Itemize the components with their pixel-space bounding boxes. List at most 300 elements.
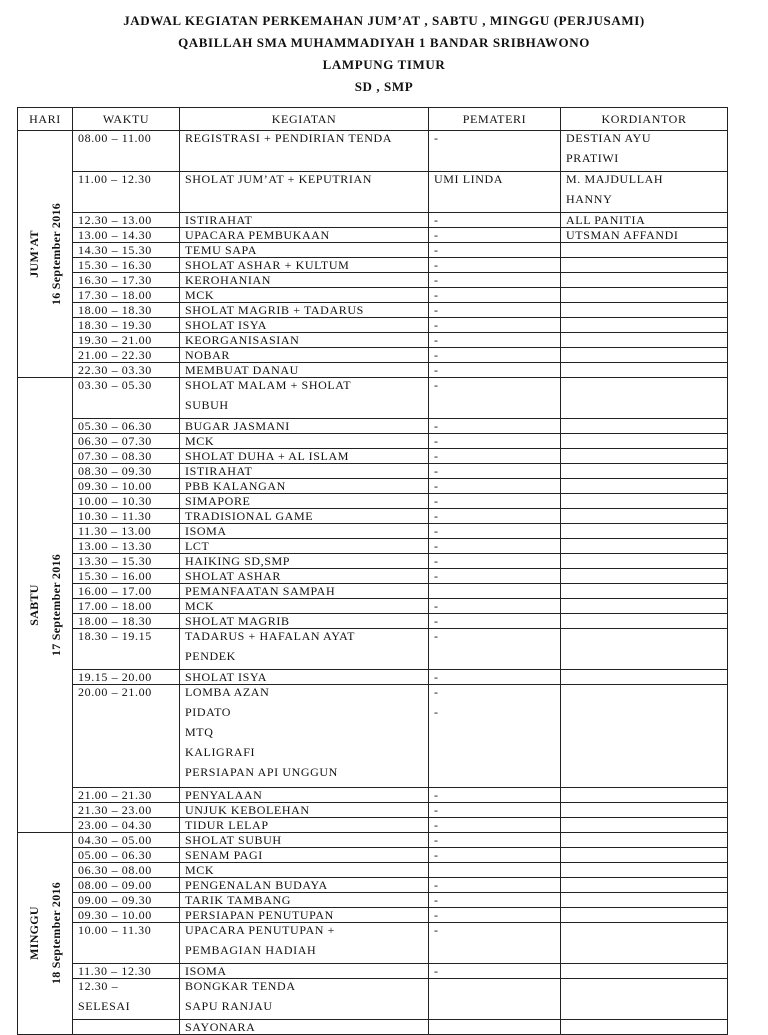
table-row [18,584,728,599]
kordiantor-cell [561,629,728,670]
waktu-cell [73,363,180,378]
pemateri-cell [429,539,561,554]
waktu-cell [73,787,180,802]
kegiatan-cell [180,1019,429,1034]
day-date: 16 September 2016 [49,202,63,306]
waktu-cell [73,258,180,273]
waktu-text: 07.30 – 08.30 [78,449,152,463]
kegiatan-text: MCK [185,434,215,448]
kegiatan-text: SAPU RANJAU [185,998,273,1013]
kegiatan-text: KALIGRAFI [185,745,256,759]
day-label [27,203,63,305]
column-header-pemateri: PEMATERI [429,108,561,131]
pemateri-cell [429,599,561,614]
table-row [18,569,728,584]
column-header-kordiantor: KORDIANTOR [561,108,728,131]
kegiatan-text: BONGKAR TENDA [185,978,296,993]
kordiantor-cell [561,213,728,228]
kegiatan-cell [180,907,429,922]
waktu-text: 17.30 – 18.00 [78,288,152,302]
pemateri-text: - [434,554,439,568]
kegiatan-text: PENYALAAN [185,787,263,802]
kordiantor-cell [561,419,728,434]
waktu-cell [73,348,180,363]
pemateri-text: - [434,524,439,538]
kegiatan-cell [180,922,429,963]
pemateri-cell [429,802,561,817]
pemateri-cell [429,213,561,228]
waktu-cell [73,333,180,348]
kordiantor-cell [561,832,728,847]
kegiatan-cell [180,464,429,479]
header-region: LAMPUNG TIMUR [322,57,446,72]
kegiatan-text: PIDATO [185,705,232,719]
pemateri-cell [429,907,561,922]
table-row [18,243,728,258]
kegiatan-text: SHOLAT ASHAR + KULTUM [185,258,350,272]
kegiatan-cell [180,569,429,584]
day-date: 18 September 2016 [49,881,63,985]
kordiantor-text: M. MAJDULLAH [566,172,664,186]
waktu-text: 04.30 – 05.00 [78,832,152,847]
table-row [18,787,728,802]
pemateri-cell [429,318,561,333]
waktu-cell [73,922,180,963]
day-name: SABTU [27,583,41,626]
table-row [18,685,728,788]
kegiatan-cell [180,685,429,788]
kordiantor-cell [561,464,728,479]
waktu-cell [73,1019,180,1034]
waktu-text: 21.30 – 23.00 [78,802,152,817]
kegiatan-text: SIMAPORE [185,494,251,508]
table-row [18,288,728,303]
kordiantor-cell [561,892,728,907]
pemateri-cell [429,787,561,802]
table-row [18,539,728,554]
table-row [18,228,728,243]
table-row [18,832,728,847]
pemateri-cell [429,131,561,172]
waktu-text: 22.30 – 03.30 [78,363,152,377]
kegiatan-cell [180,213,429,228]
kordiantor-cell [561,978,728,1019]
kegiatan-text: SHOLAT JUM’AT + KEPUTRIAN [185,172,373,186]
kordiantor-text: HANNY [566,192,613,206]
waktu-text: 08.00 – 11.00 [78,131,152,145]
table-row [18,877,728,892]
waktu-text: 05.00 – 06.30 [78,847,152,862]
waktu-cell [73,862,180,877]
pemateri-cell [429,258,561,273]
kegiatan-text: SUBUH [185,398,229,412]
kegiatan-text: MCK [185,599,215,613]
kegiatan-cell [180,228,429,243]
kegiatan-text: NOBAR [185,348,231,362]
table-row [18,333,728,348]
table-row [18,963,728,978]
waktu-text: 14.30 – 15.30 [78,243,152,257]
kegiatan-text: SHOLAT ISYA [185,318,268,332]
kegiatan-cell [180,243,429,258]
kegiatan-text: MCK [185,862,215,877]
table-row [18,892,728,907]
waktu-text: 10.00 – 11.30 [78,922,152,937]
pemateri-text: - [434,318,439,332]
kordiantor-cell [561,363,728,378]
kegiatan-text: ISTIRAHAT [185,213,253,227]
kegiatan-text: UNJUK KEBOLEHAN [185,802,310,817]
pemateri-cell [429,363,561,378]
kordiantor-cell [561,862,728,877]
kegiatan-cell [180,363,429,378]
waktu-text: 06.30 – 07.30 [78,434,152,448]
kegiatan-text: ISOMA [185,524,227,538]
waktu-cell [73,449,180,464]
kegiatan-cell [180,670,429,685]
waktu-text: 21.00 – 22.30 [78,348,152,362]
table-row [18,978,728,1019]
waktu-cell [73,243,180,258]
waktu-cell [73,963,180,978]
kordiantor-cell [561,288,728,303]
pemateri-cell [429,449,561,464]
pemateri-cell [429,817,561,832]
waktu-text: 03.30 – 05.30 [78,378,152,392]
table-row [18,599,728,614]
waktu-text: 17.00 – 18.00 [78,599,152,613]
waktu-cell [73,172,180,213]
kordiantor-cell [561,963,728,978]
kegiatan-text: SHOLAT MALAM + SHOLAT [185,378,352,392]
kegiatan-cell [180,303,429,318]
table-row [18,303,728,318]
table-row [18,907,728,922]
pemateri-cell [429,243,561,258]
kegiatan-text: SHOLAT MAGRIB [185,614,290,628]
kegiatan-cell [180,479,429,494]
pemateri-text: - [434,494,439,508]
kegiatan-text: SHOLAT DUHA + AL ISLAM [185,449,349,463]
kegiatan-cell [180,449,429,464]
table-row [18,449,728,464]
pemateri-text: - [434,434,439,448]
pemateri-cell [429,584,561,599]
pemateri-text: - [434,599,439,613]
kordiantor-cell [561,539,728,554]
pemateri-cell [429,303,561,318]
kegiatan-text: SHOLAT SUBUH [185,832,282,847]
schedule-body [18,131,728,1035]
kordiantor-cell [561,569,728,584]
waktu-cell [73,817,180,832]
waktu-text: 11.30 – 13.00 [78,524,152,538]
kordiantor-text: PRATIWI [566,151,619,165]
kegiatan-cell [180,434,429,449]
pemateri-cell [429,963,561,978]
table-row [18,494,728,509]
kegiatan-cell [180,892,429,907]
kegiatan-text: ISOMA [185,963,227,978]
table-row [18,434,728,449]
waktu-cell [73,614,180,629]
kegiatan-cell [180,378,429,419]
table-row [18,629,728,670]
kegiatan-cell [180,419,429,434]
waktu-text: 16.30 – 17.30 [78,273,152,287]
waktu-text: 09.30 – 10.00 [78,479,152,493]
pemateri-cell [429,892,561,907]
pemateri-text: - [434,787,439,802]
table-row [18,524,728,539]
waktu-text: 13.00 – 13.30 [78,539,152,553]
waktu-text: 09.00 – 09.30 [78,892,152,907]
table-row [18,479,728,494]
pemateri-text: - [434,288,439,302]
waktu-cell [73,494,180,509]
waktu-cell [73,213,180,228]
kegiatan-cell [180,333,429,348]
waktu-text: 12.30 – 13.00 [78,213,152,227]
waktu-text: 19.30 – 21.00 [78,333,152,347]
waktu-text: 08.00 – 09.00 [78,877,152,892]
pemateri-text: - [434,629,439,643]
kegiatan-cell [180,348,429,363]
pemateri-text: - [434,243,439,257]
waktu-text: 15.30 – 16.00 [78,569,152,583]
kegiatan-text: SHOLAT ISYA [185,670,268,684]
pemateri-text: - [434,907,439,922]
pemateri-text: - [434,303,439,317]
waktu-text: 10.00 – 10.30 [78,494,152,508]
waktu-cell [73,539,180,554]
kordiantor-cell [561,434,728,449]
kordiantor-cell [561,685,728,788]
kegiatan-text: BUGAR JASMANI [185,419,290,433]
pemateri-cell [429,832,561,847]
kegiatan-cell [180,318,429,333]
waktu-cell [73,802,180,817]
kegiatan-cell [180,802,429,817]
day-cell [18,832,73,1034]
pemateri-cell [429,172,561,213]
kordiantor-cell [561,802,728,817]
pemateri-text: - [434,479,439,493]
table-row [18,670,728,685]
waktu-cell [73,832,180,847]
pemateri-text: - [434,569,439,583]
kegiatan-text: PERSIAPAN PENUTUPAN [185,907,334,922]
table-row [18,614,728,629]
kegiatan-cell [180,131,429,172]
waktu-text: 11.00 – 12.30 [78,172,152,186]
kegiatan-text: MEMBUAT DANAU [185,363,299,377]
day-label [27,882,63,984]
pemateri-text: - [434,685,439,699]
pemateri-text: - [434,817,439,832]
waktu-cell [73,569,180,584]
pemateri-cell [429,509,561,524]
day-date: 17 September 2016 [49,553,63,656]
kegiatan-text: PEMBAGIAN HADIAH [185,942,317,957]
waktu-text: 18.00 – 18.30 [78,614,152,628]
table-row [18,318,728,333]
pemateri-cell [429,922,561,963]
kegiatan-cell [180,614,429,629]
kegiatan-cell [180,832,429,847]
kordiantor-cell [561,303,728,318]
kordiantor-cell [561,333,728,348]
pemateri-cell [429,554,561,569]
kegiatan-cell [180,877,429,892]
waktu-text: 20.00 – 21.00 [78,685,152,699]
kegiatan-text: HAIKING SD,SMP [185,554,291,568]
pemateri-text: - [434,258,439,272]
kegiatan-text: MTQ [185,725,214,739]
waktu-cell [73,378,180,419]
waktu-cell [73,288,180,303]
pemateri-text: - [434,348,439,362]
pemateri-text: - [434,131,439,145]
kordiantor-cell [561,479,728,494]
table-row [18,213,728,228]
kegiatan-text: PBB KALANGAN [185,479,286,493]
waktu-text: 12.30 – [78,978,119,993]
waktu-cell [73,685,180,788]
waktu-cell [73,524,180,539]
day-name: MINGGU [27,906,41,960]
schedule-table [17,107,728,1035]
day-label [27,554,63,656]
pemateri-cell [429,629,561,670]
kordiantor-cell [561,817,728,832]
pemateri-text: - [434,509,439,523]
waktu-text: 18.00 – 18.30 [78,303,152,317]
kegiatan-cell [180,584,429,599]
pemateri-text: - [434,228,439,242]
waktu-text: 16.00 – 17.00 [78,584,152,598]
kordiantor-cell [561,614,728,629]
pemateri-text: - [434,449,439,463]
table-row [18,922,728,963]
pemateri-text: - [434,363,439,377]
waktu-cell [73,303,180,318]
table-row [18,348,728,363]
kordiantor-cell [561,524,728,539]
kordiantor-cell [561,1019,728,1034]
kegiatan-text: LOMBA AZAN [185,685,270,699]
column-header-hari: HARI [18,108,73,131]
kordiantor-cell [561,243,728,258]
waktu-cell [73,479,180,494]
column-header-waktu: WAKTU [73,108,180,131]
kordiantor-cell [561,348,728,363]
kegiatan-text: REGISTRASI + PENDIRIAN TENDA [185,131,393,145]
kegiatan-cell [180,847,429,862]
kordiantor-text: ALL PANITIA [566,213,646,227]
waktu-cell [73,877,180,892]
kegiatan-cell [180,172,429,213]
kegiatan-text: TRADISIONAL GAME [185,509,314,523]
pemateri-text: - [434,877,439,892]
column-header-kegiatan: KEGIATAN [180,108,429,131]
kegiatan-text: KEROHANIAN [185,273,271,287]
pemateri-cell [429,524,561,539]
waktu-text: 05.30 – 06.30 [78,419,152,433]
kegiatan-cell [180,524,429,539]
kegiatan-text: SHOLAT MAGRIB + TADARUS [185,303,364,317]
waktu-text: 08.30 – 09.30 [78,464,152,478]
kegiatan-text: SAYONARA [185,1019,256,1034]
kordiantor-cell [561,787,728,802]
waktu-cell [73,907,180,922]
waktu-cell [73,599,180,614]
kegiatan-cell [180,978,429,1019]
waktu-text: 13.00 – 14.30 [78,228,152,242]
pemateri-text: - [434,333,439,347]
pemateri-cell [429,333,561,348]
kegiatan-text: UPACARA PEMBUKAAN [185,228,330,242]
header-level: SD , SMP [354,79,414,94]
kegiatan-cell [180,963,429,978]
kordiantor-cell [561,847,728,862]
table-row [18,273,728,288]
kordiantor-cell [561,584,728,599]
waktu-cell [73,554,180,569]
pemateri-cell [429,978,561,1019]
table-row [18,419,728,434]
waktu-cell [73,273,180,288]
waktu-cell [73,892,180,907]
pemateri-cell [429,862,561,877]
waktu-text: 18.30 – 19.30 [78,318,152,332]
table-row [18,509,728,524]
pemateri-text: - [434,922,439,937]
pemateri-cell [429,569,561,584]
kegiatan-text: PERSIAPAN API UNGGUN [185,765,338,779]
kegiatan-text: SHOLAT ASHAR [185,569,281,583]
kordiantor-cell [561,449,728,464]
kordiantor-cell [561,273,728,288]
kegiatan-text: TADARUS + HAFALAN AYAT [185,629,356,643]
pemateri-cell [429,348,561,363]
waktu-cell [73,464,180,479]
waktu-cell [73,434,180,449]
waktu-text: 19.15 – 20.00 [78,670,152,684]
pemateri-text: - [434,847,439,862]
pemateri-cell [429,419,561,434]
pemateri-text: - [434,832,439,847]
pemateri-text: - [434,213,439,227]
kegiatan-cell [180,629,429,670]
waktu-text: 18.30 – 19.15 [78,629,152,643]
pemateri-cell [429,273,561,288]
waktu-cell [73,509,180,524]
document-header [0,10,768,98]
pemateri-cell [429,434,561,449]
day-name: JUM’AT [27,230,41,278]
kordiantor-cell [561,877,728,892]
kegiatan-text: SENAM PAGI [185,847,263,862]
kegiatan-text: LCT [185,539,210,553]
kegiatan-cell [180,273,429,288]
table-row [18,802,728,817]
waktu-text: SELESAI [78,998,131,1013]
pemateri-cell [429,670,561,685]
pemateri-text: - [434,670,439,684]
pemateri-text: - [434,614,439,628]
header-title: JADWAL KEGIATAN PERKEMAHAN JUM’AT , SABTU , MINGGU (PERJUSAMI) [123,13,645,28]
